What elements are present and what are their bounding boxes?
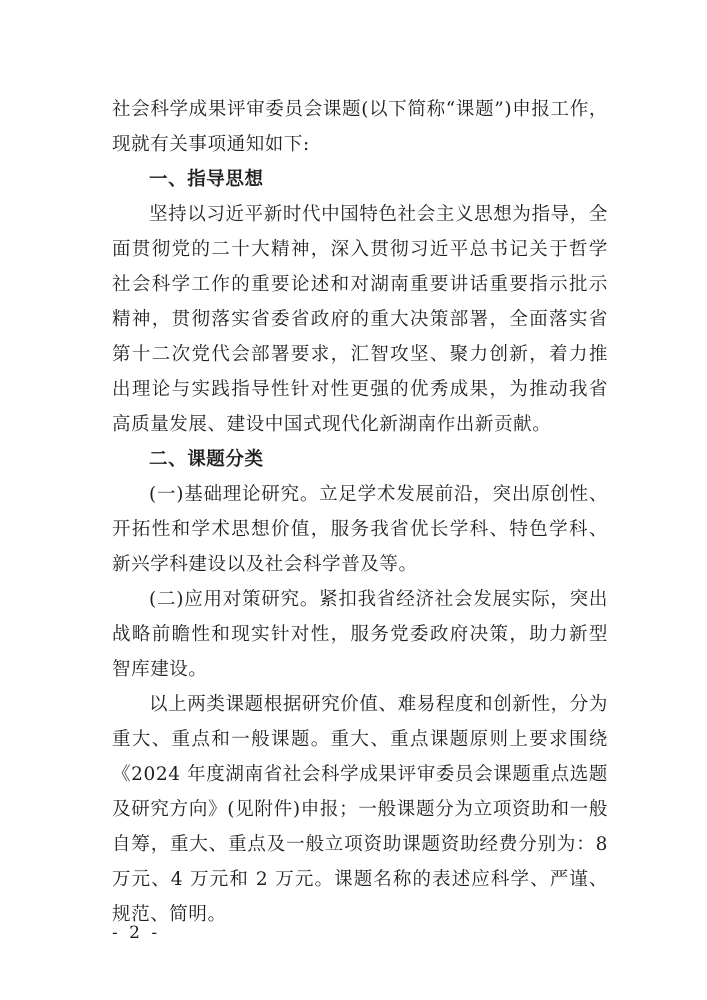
project-levels-paragraph: 以上两类课题根据研究价值、难易程度和创新性，分为重大、重点和一般课题。重大、重点课题原则上要求围绕《2024 年度湖南省社会科学成果评审委员会课题重点选题及研究方向》(见附件)申报；一般课题分为立项资助和一般自筹，重大、重点及一般立项资助课题资助经费分别为：8 万元、4 万元和 2 万元。课题名称的表述应科学、严谨、规范、简明。: [112, 694, 608, 925]
intro-paragraph: 社会科学成果评审委员会课题(以下简称“课题”)申报工作，现就有关事项通知如下:: [112, 99, 608, 155]
page-number: - 2 -: [112, 923, 161, 943]
section-heading-project-categories: 二、课题分类: [149, 449, 264, 470]
guiding-ideology-paragraph: 坚持以习近平新时代中国特色社会主义思想为指导，全面贯彻党的二十大精神，深入贯彻习近平总书记关于哲学社会科学工作的重要论述和对湖南重要讲话重要指示批示精神，贯彻落实省委省政府的重大决策部署，全面落实省第十二次党代会部署要求，汇智攻坚、聚力创新，着力推出理论与实践指导性针对性更强的优秀成果，为推动我省高质量发展、建设中国式现代化新湖南作出新贡献。: [112, 204, 608, 435]
section-heading-guiding-ideology: 一、指导思想: [149, 169, 264, 190]
document-body: [112, 92, 608, 932]
applied-research-paragraph: (二)应用对策研究。紧扣我省经济社会发展实际，突出战略前瞻性和现实针对性，服务党委政府决策，助力新型智库建设。: [112, 589, 608, 680]
basic-theory-paragraph: (一)基础理论研究。立足学术发展前沿，突出原创性、开拓性和学术思想价值，服务我省优长学科、特色学科、新兴学科建设以及社会科学普及等。: [112, 484, 608, 575]
